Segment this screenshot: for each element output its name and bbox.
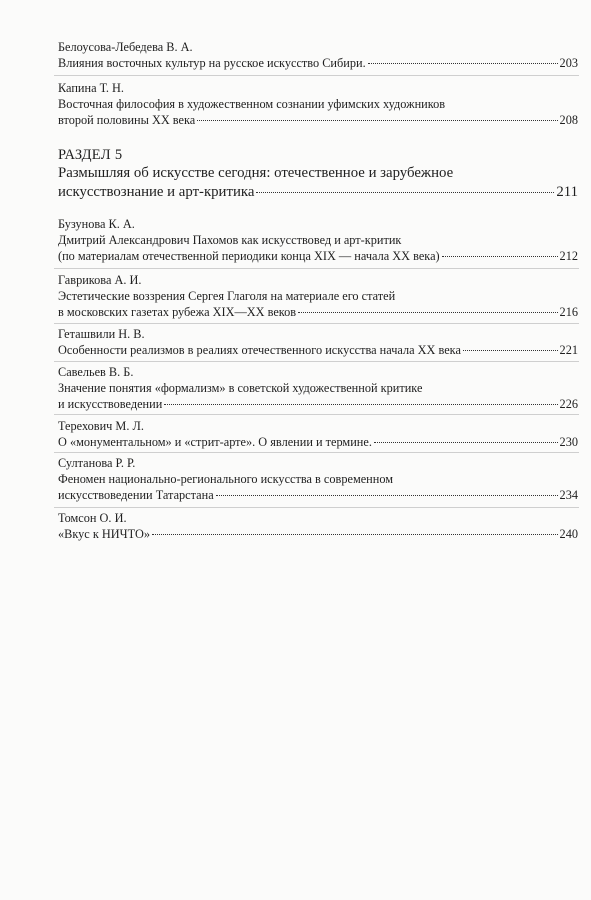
page-number: 212 [559, 249, 578, 263]
page-number: 240 [559, 527, 578, 541]
entry-title-line [58, 396, 578, 412]
entry-title-line: Эстетические воззрения Сергея Глаголя на материале его статей [58, 289, 396, 303]
entry-title-text: искусствоведении Татарстана [58, 488, 214, 502]
entry-title-text: (по материалам отечественной периодики конца XIX — начала XX века) [58, 249, 440, 263]
entry-separator [54, 452, 579, 453]
entry-title-line [58, 434, 578, 450]
toc-entry [58, 216, 578, 264]
toc-entry [58, 39, 578, 71]
leader-dots [368, 63, 558, 64]
entry-title-line [58, 248, 578, 264]
entry-title-text: второй половины XX века [58, 113, 196, 127]
entry-author: Геташвили Н. В. [58, 327, 145, 341]
leader-dots [374, 442, 558, 443]
leader-dots [216, 495, 558, 496]
entry-title-text: О «монументальном» и «стрит-арте». О явлении и термине. [58, 435, 372, 449]
entry-author: Томсон О. И. [58, 511, 127, 525]
toc-entry [58, 418, 578, 450]
toc-entry [58, 455, 578, 503]
entry-separator [54, 414, 579, 415]
entry-title-line [58, 112, 578, 128]
page-number: 234 [559, 488, 578, 502]
section-title [58, 164, 578, 202]
entry-separator [54, 361, 579, 362]
entry-title-line [58, 55, 578, 71]
entry-title-text: в московских газетах рубежа XIX—XX веков [58, 305, 297, 319]
entry-title-text: и искусствоведении [58, 397, 163, 411]
entry-author: Гаврикова А. И. [58, 273, 142, 287]
entry-title-line: Дмитрий Александрович Пахомов как искусствовед и арт-критик [58, 233, 402, 247]
entry-separator [54, 507, 579, 508]
entry-title-text: «Вкус к НИЧТО» [58, 527, 151, 541]
toc-entry [58, 80, 578, 128]
page-number: 216 [559, 305, 578, 319]
leader-dots [442, 256, 558, 257]
entry-author: Белоусова-Лебедева В. А. [58, 40, 193, 54]
toc-entry [58, 326, 578, 358]
entry-title-line: Восточная философия в художественном сознании уфимских художников [58, 97, 446, 111]
section-title-line: Размышляя об искусстве сегодня: отечественное и зарубежное [58, 165, 454, 181]
leader-dots [256, 192, 554, 193]
leader-dots [152, 534, 558, 535]
entry-author: Терехович М. Л. [58, 419, 144, 433]
leader-dots [197, 120, 557, 121]
entry-title-line [58, 526, 578, 542]
entry-author: Савельев В. Б. [58, 365, 134, 379]
entry-title-text: Особенности реализмов в реалиях отечественного искусства начала XX века [58, 343, 461, 357]
entry-author: Султанова Р. Р. [58, 456, 136, 470]
page-number: 230 [559, 435, 578, 449]
leader-dots [164, 404, 557, 405]
entry-title-line: Феномен национально-регионального искусства в современном [58, 472, 394, 486]
leader-dots [463, 350, 558, 351]
page-number: 226 [559, 397, 578, 411]
page-number: 211 [556, 184, 578, 200]
leader-dots [298, 312, 557, 313]
section-title-text: искусствознание и арт-критика [58, 184, 255, 200]
entry-separator [54, 323, 579, 324]
entry-author: Капина Т. Н. [58, 81, 124, 95]
page-number: 203 [559, 56, 578, 70]
entry-separator [54, 268, 579, 269]
toc-entry [58, 272, 578, 320]
entry-title-text: Влияния восточных культур на русское искусство Сибири. [58, 56, 366, 70]
entry-title-line: Значение понятия «формализм» в советской художественной критике [58, 381, 423, 395]
toc-entry [58, 510, 578, 542]
section-label: РАЗДЕЛ 5 [58, 147, 123, 163]
entry-title-line [58, 342, 578, 358]
entry-author: Бузунова К. А. [58, 217, 135, 231]
entry-separator [54, 75, 579, 76]
page-number: 208 [559, 113, 578, 127]
entry-title-line [58, 304, 578, 320]
section-title-line [58, 183, 578, 202]
entry-title-line [58, 487, 578, 503]
page-number: 221 [559, 343, 578, 357]
toc-entry [58, 364, 578, 412]
